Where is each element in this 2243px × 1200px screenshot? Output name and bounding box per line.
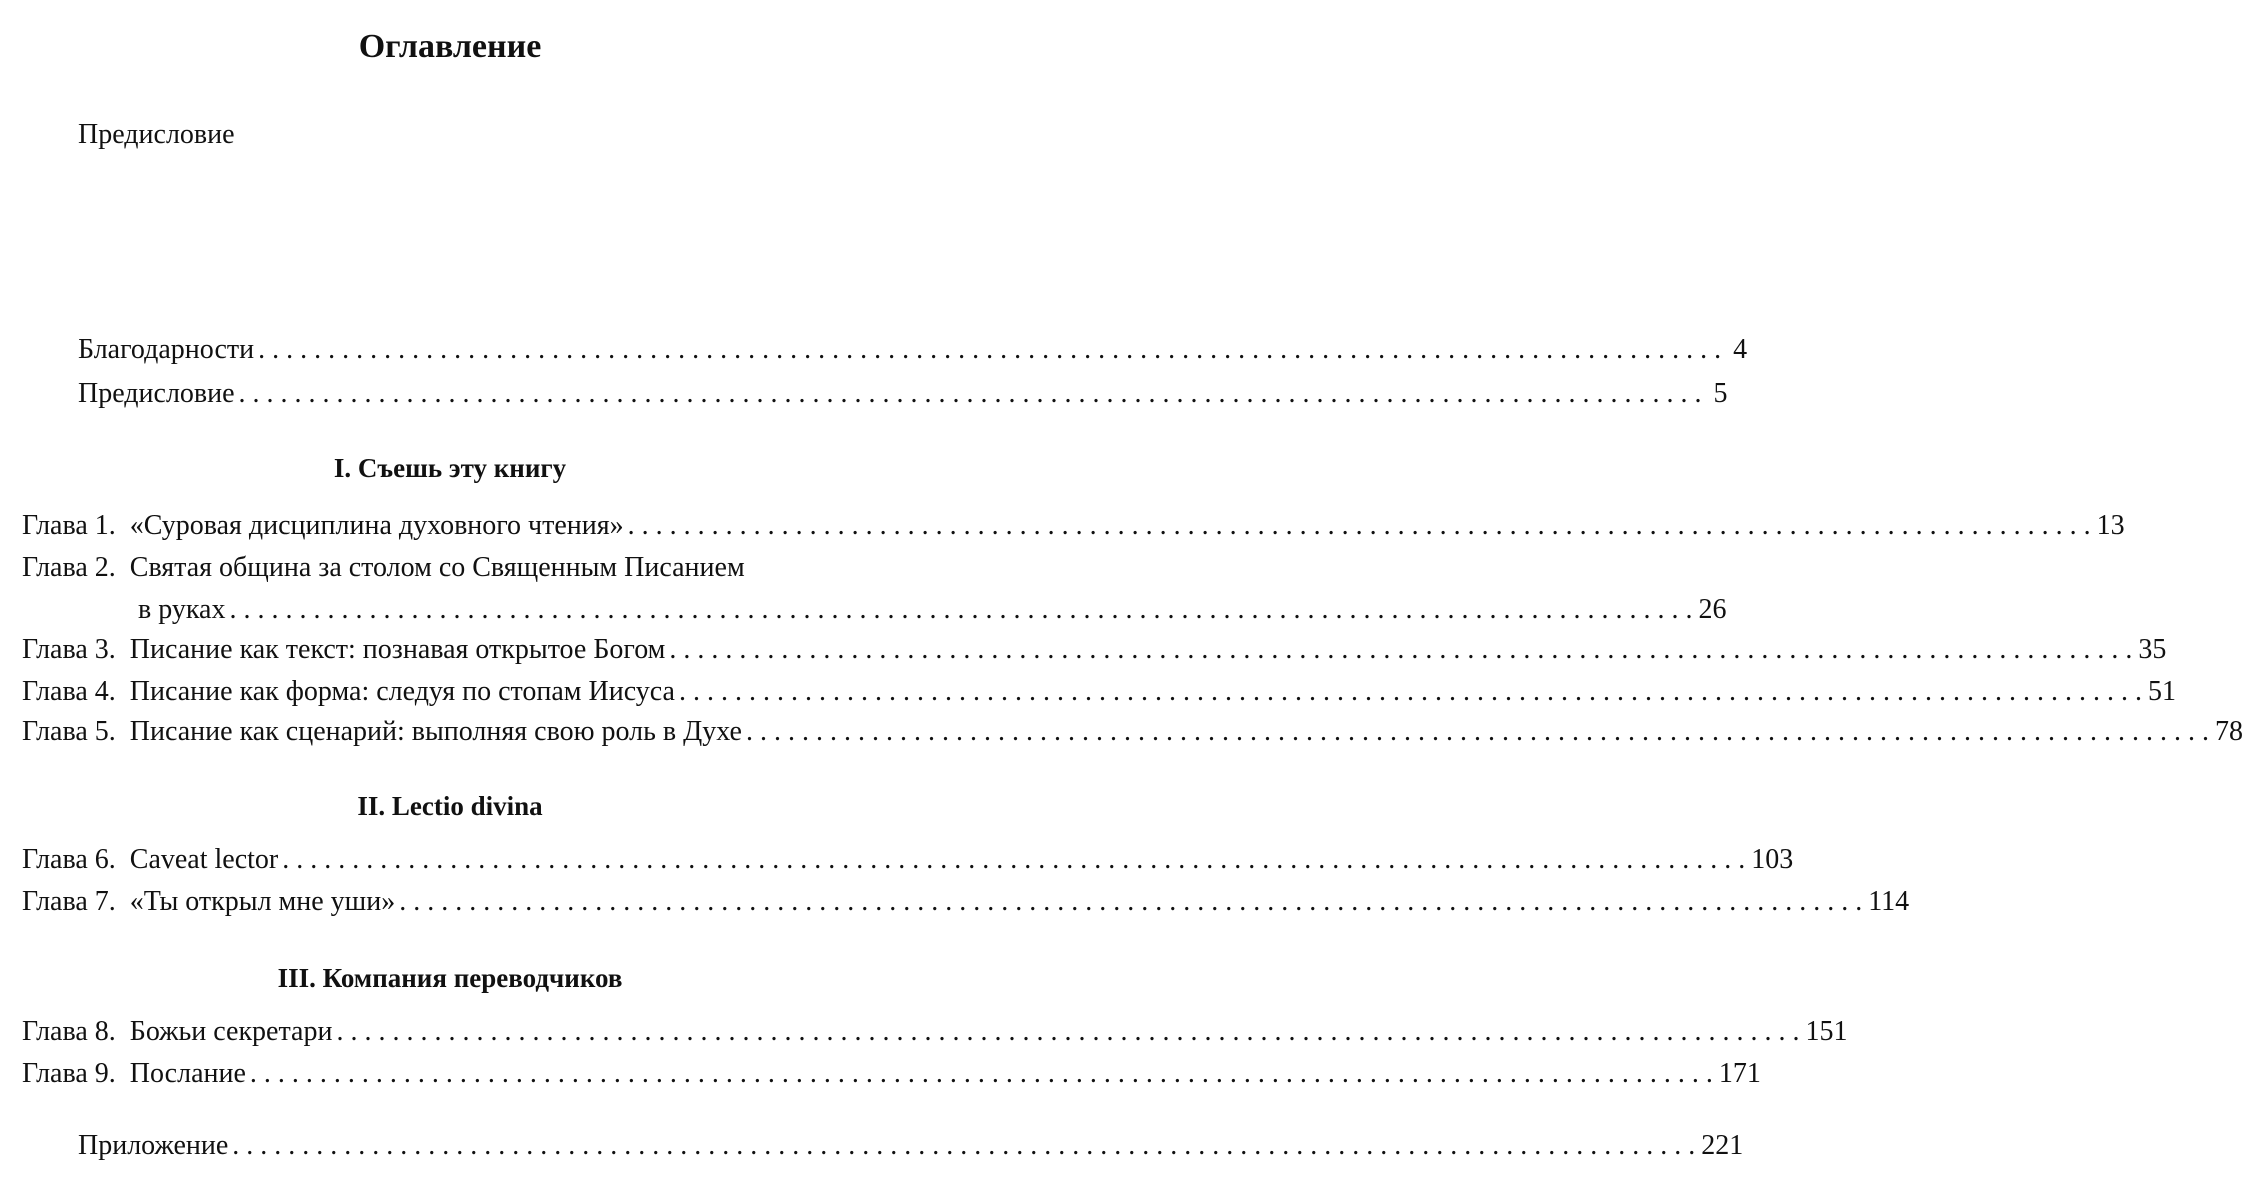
chapter-number: Глава 7. [22,886,116,917]
toc-page-number: 114 [1868,886,1910,917]
toc-entry-chapter-6[interactable] [22,840,1794,880]
toc-entry-label: Писание как сценарий: выполняя свою роль в Духе [129,716,742,747]
preface-heading: Предисловие [78,119,235,150]
chapter-number: Глава 9. [22,1058,116,1089]
toc-leader-dots [665,630,2138,670]
toc-page-number: 103 [1751,844,1794,875]
toc-entry-chapter-2[interactable] [22,548,880,588]
toc-entry-label: Приложение [78,1130,229,1161]
toc-entry-label: «Суровая дисциплина духовного чтения» [129,510,624,541]
toc-page-number: 13 [2096,510,2125,541]
toc-leader-dots [254,330,1727,370]
toc-entry-chapter-7[interactable] [22,882,1910,922]
toc-entry-chapter-1[interactable] [22,506,2125,546]
chapter-number: Глава 1. [22,510,116,541]
toc-page-number: 221 [1701,1130,1744,1161]
toc-entry-label-continued: в руках [138,594,226,625]
chapter-number: Глава 4. [22,676,116,707]
toc-page-number: 171 [1718,1058,1761,1089]
chapter-number: Глава 8. [22,1016,116,1047]
toc-entry-label: Писание как форма: следуя по стопам Иисуса [129,676,675,707]
toc-page-number: 5 [1713,378,1728,409]
page-title: Оглавление [358,28,542,65]
toc-page-number: 4 [1733,334,1748,365]
toc-leader-dots [675,672,2148,712]
chapter-number: Глава 2. [22,552,116,583]
toc-leader-dots [742,712,2215,752]
toc-entry-chapter-9[interactable] [22,1054,1761,1094]
toc-leader-dots [228,1126,1701,1166]
toc-entry-chapter-5[interactable] [22,712,2243,752]
toc-leader-dots [278,840,1751,880]
toc-entry-label: Писание как текст: познавая открытое Богом [129,634,666,665]
toc-entry-label: Благодарности [78,334,255,365]
toc-leader-dots [235,374,1708,414]
toc-entry-acknowledgements[interactable] [78,330,1748,370]
section-heading-2: II. Lectio divina [357,791,543,821]
toc-page-number: 51 [2148,676,2176,707]
toc-entry-label: Божьи секретари [129,1016,333,1047]
toc-page-number: 78 [2214,716,2243,747]
section-heading-1: I. Съешь эту книгу [333,453,567,483]
toc-page-number: 35 [2138,634,2167,665]
toc-page-number: 26 [1698,594,1727,625]
toc-entry-label: Caveat lector [129,844,279,875]
toc-entry-appendix[interactable] [78,1126,1744,1166]
toc-page-number: 151 [1805,1016,1848,1047]
toc-entry-chapter-2-continued[interactable] [138,590,1727,630]
toc-leader-dots [332,1012,1805,1052]
toc-leader-dots [395,882,1868,922]
section-heading-3: III. Компания переводчиков [277,963,623,993]
chapter-number: Глава 5. [22,716,116,747]
toc-entry-label: «Ты открыл мне уши» [129,886,396,917]
toc-entry-chapter-8[interactable] [22,1012,1848,1052]
toc-entry-label: Святая община за столом со Священным Писанием [129,552,745,583]
toc-entry-label: Предисловие [78,378,235,409]
toc-entry-label: Послание [129,1058,246,1089]
toc-entry-chapter-4[interactable] [22,672,2176,712]
toc-entry-preface[interactable] [78,374,1728,414]
toc-leader-dots [225,590,1698,630]
chapter-number: Глава 6. [22,844,116,875]
toc-entry-chapter-3[interactable] [22,630,2167,670]
toc-leader-dots [624,506,2097,546]
chapter-number: Глава 3. [22,634,116,665]
toc-leader-dots [246,1054,1719,1094]
